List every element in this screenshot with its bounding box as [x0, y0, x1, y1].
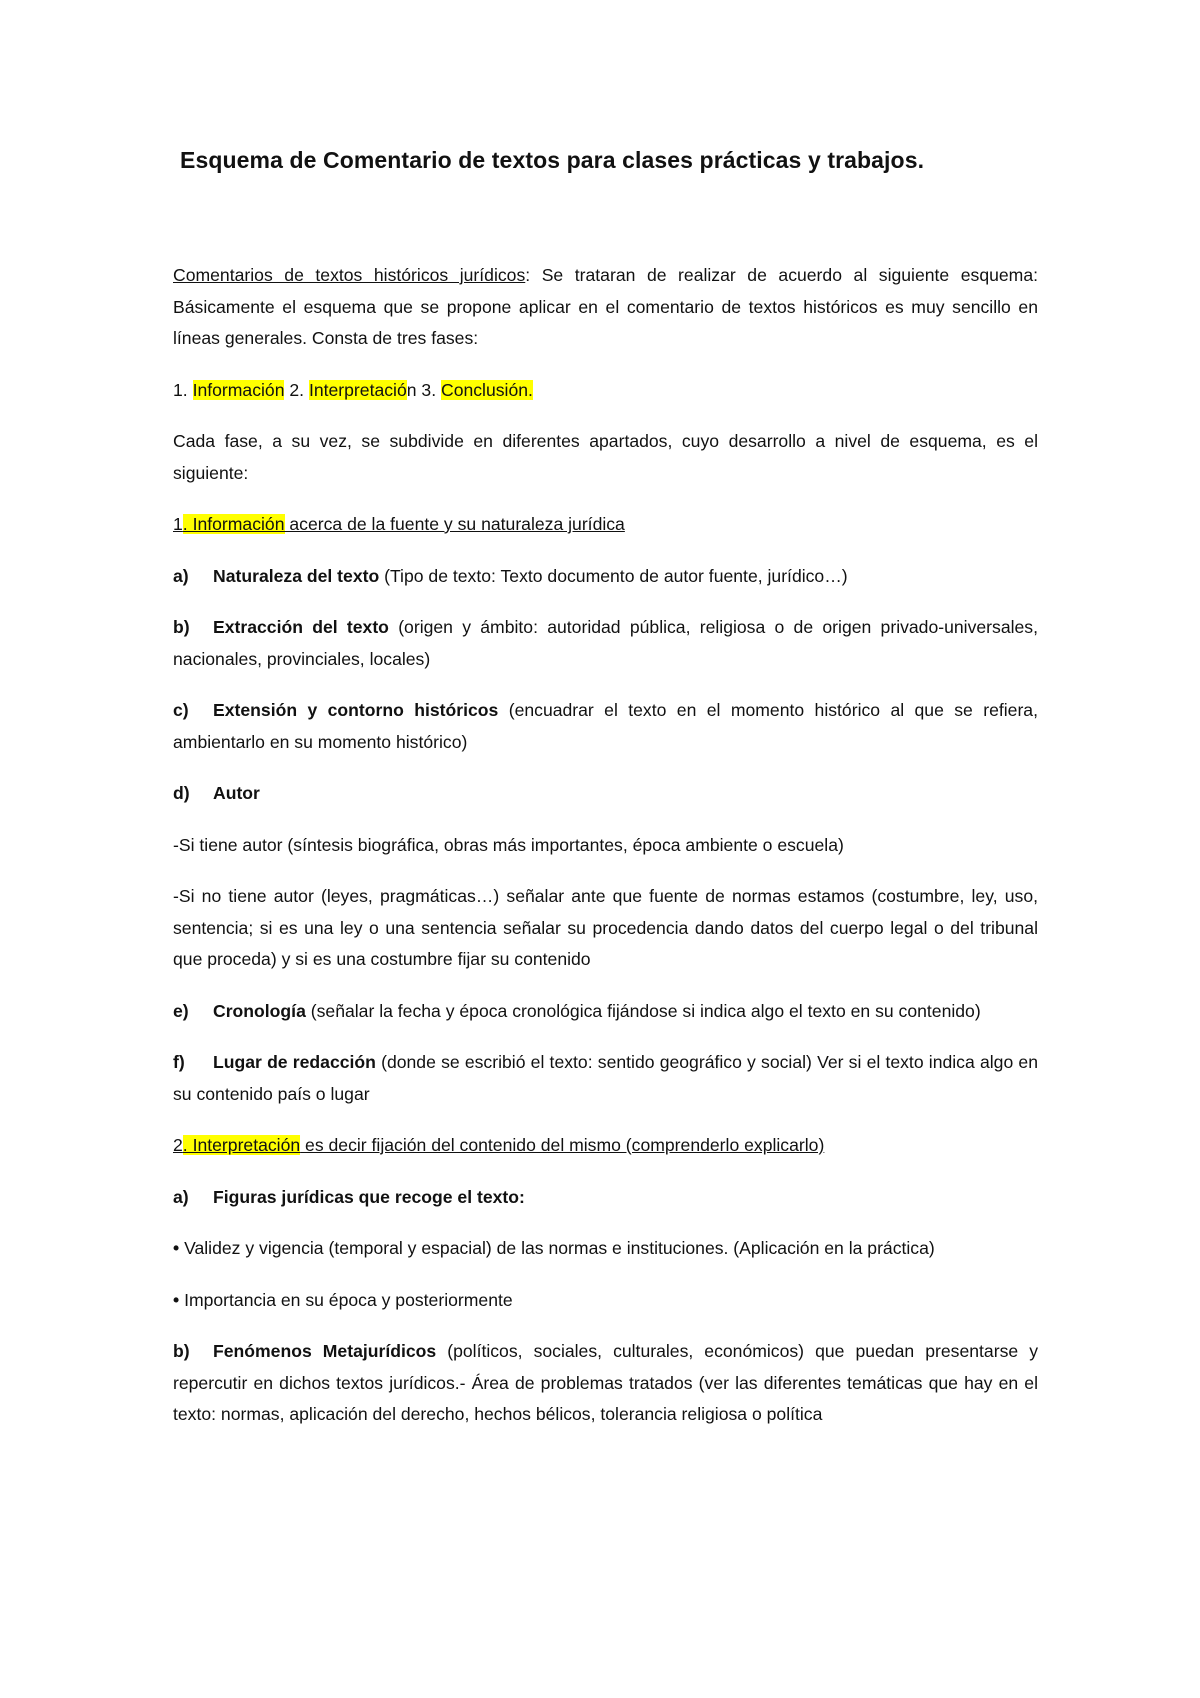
- author-no: -Si no tiene autor (leyes, pragmáticas…) señalar ante que fuente de normas estamos (costumbre, ley, uso, sentencia; si es una ley o una sentencia señalar su procedencia dando datos del cuerpo legal o del tribunal que proceda) y si es una costumbre fijar su contenido: [173, 886, 1038, 969]
- item-2b: [173, 1336, 1038, 1431]
- item-1a: [173, 561, 1038, 593]
- item-heading: Autor: [213, 783, 260, 803]
- section-2-heading: [173, 1130, 1038, 1162]
- phases-line: [173, 375, 1038, 407]
- bullet-text: Validez y vigencia (temporal y espacial) de las normas e instituciones. (Aplicación en la práctica): [184, 1238, 935, 1258]
- item-letter: a): [173, 565, 189, 586]
- section-2-label: . Interpretación: [182, 1135, 301, 1155]
- item-text: (señalar la fecha y época cronológica fijándose si indica algo el texto en su contenido): [305, 1000, 981, 1021]
- item-text: (Tipo de texto: Texto documento de autor fuente, jurídico…): [379, 565, 848, 586]
- section-2-number: 2: [173, 1135, 183, 1155]
- item-heading: Extensión y contorno históricos: [213, 700, 499, 720]
- item-letter: c): [173, 700, 189, 720]
- item-1b: [173, 612, 1038, 675]
- intro-label: Comentarios de textos históricos jurídicos: [173, 265, 526, 285]
- bullet-item: [173, 1285, 1038, 1317]
- item-heading: Cronología: [213, 1000, 306, 1021]
- item-1c: [173, 695, 1038, 758]
- phases-intro: Cada fase, a su vez, se subdivide en diferentes apartados, cuyo desarrollo a nivel de esquema, es el siguiente:: [173, 431, 1038, 483]
- item-letter: f): [173, 1052, 185, 1072]
- item-text: (origen y ámbito: autoridad pública, religiosa o de origen privado-universales, nacionales, provinciales, locales): [173, 617, 1038, 669]
- item-letter: d): [173, 783, 190, 803]
- item-1f: [173, 1047, 1038, 1110]
- item-heading: Fenómenos Metajurídicos: [213, 1341, 437, 1361]
- phase-2-number: 2.: [284, 379, 309, 400]
- section-1-label: . Información: [182, 514, 285, 534]
- bullet-icon: •: [173, 1238, 180, 1258]
- phase-2-label-end: n: [406, 379, 417, 400]
- document-title: Esquema de Comentario de textos para clases prácticas y trabajos.: [180, 147, 925, 173]
- item-1e: [173, 996, 1038, 1028]
- intro-paragraph: [173, 260, 1038, 355]
- phase-1-label: Información: [192, 379, 285, 400]
- section-1-heading: [173, 509, 1038, 541]
- item-heading: Naturaleza del texto: [213, 565, 380, 586]
- bullet-item: [173, 1233, 1038, 1265]
- phase-3-label: Conclusión.: [440, 379, 533, 400]
- item-heading: Extracción del texto: [213, 617, 389, 637]
- item-letter: a): [173, 1186, 189, 1207]
- phase-3-number: 3.: [416, 379, 441, 400]
- item-1d: [173, 778, 1038, 810]
- item-letter: e): [173, 1000, 189, 1021]
- item-text: (encuadrar el texto en el momento histórico al que se refiera, ambientarlo en su momento histórico): [173, 700, 1038, 752]
- intro-colon: :: [525, 265, 531, 285]
- bullet-text: Importancia en su época y posteriormente: [184, 1289, 513, 1310]
- section-1-rest: acerca de la fuente y su naturaleza jurídica: [284, 514, 625, 534]
- item-text: (políticos, sociales, culturales, económicos) que puedan presentarse y repercutir en dichos textos jurídicos.- Área de problemas tratados (ver las diferentes temáticas que hay en el texto: normas, aplicación del derecho, hechos bélicos, tolerancia religiosa o política: [173, 1341, 1038, 1424]
- phase-1-number: 1.: [173, 379, 193, 400]
- phase-2-label: Interpretació: [308, 379, 407, 400]
- item-letter: b): [173, 1341, 190, 1361]
- bullet-icon: •: [173, 1289, 180, 1310]
- item-letter: b): [173, 617, 190, 637]
- author-yes: -Si tiene autor (síntesis biográfica, obras más importantes, época ambiente o escuela): [173, 834, 844, 855]
- item-heading: Figuras jurídicas que recoge el texto:: [213, 1186, 525, 1207]
- section-2-rest: es decir fijación del contenido del mismo (comprenderlo explicarlo): [300, 1135, 825, 1155]
- item-heading: Lugar de redacción: [213, 1052, 376, 1072]
- item-text: (donde se escribió el texto: sentido geográfico y social) Ver si el texto indica algo en su contenido país o lugar: [173, 1052, 1038, 1104]
- section-1-number: 1: [173, 514, 183, 534]
- intro-text: Se trataran de realizar de acuerdo al siguiente esquema: Básicamente el esquema que se propone aplicar en el comentario de textos históricos es muy sencillo en líneas generales. Consta de tres fases:: [173, 265, 1039, 348]
- item-2a: [173, 1182, 1038, 1214]
